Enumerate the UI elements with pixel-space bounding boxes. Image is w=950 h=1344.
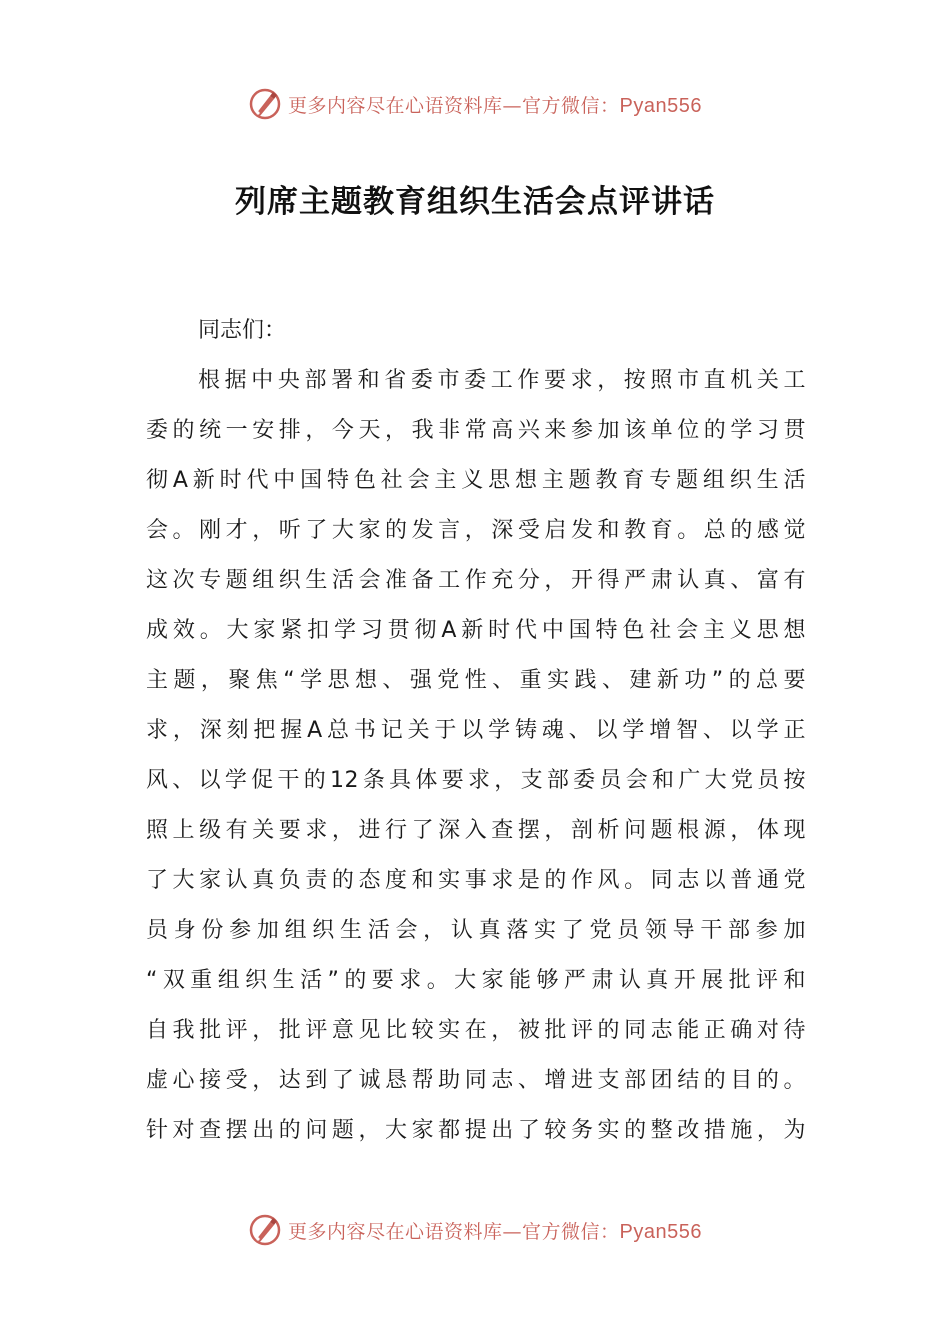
body-line: “双重组织生活”的要求。大家能够严肃认真开展批评和 <box>146 968 806 993</box>
body-line: 会。刚才，听了大家的发言，深受启发和教育。总的感觉 <box>146 518 806 543</box>
footer-watermark <box>0 1210 950 1250</box>
watermark-text: 更多内容尽在心语资料库—官方微信：Pyan556 <box>288 94 702 117</box>
body-line: 了大家认真负责的态度和实事求是的作风。同志以普通党 <box>146 868 806 893</box>
watermark-text: 更多内容尽在心语资料库—官方微信：Pyan556 <box>288 1220 702 1243</box>
body-line: 成效。大家紧扣学习贯彻A新时代中国特色社会主义思想 <box>146 618 806 643</box>
pen-circle-icon <box>248 87 282 121</box>
document-title: 列席主题教育组织生活会点评讲话 <box>235 184 715 220</box>
header-watermark <box>0 84 950 124</box>
body-line: 委的统一安排，今天，我非常高兴来参加该单位的学习贯 <box>146 418 806 443</box>
body-line: 自我批评，批评意见比较实在，被批评的同志能正确对待 <box>146 1018 806 1043</box>
body-line: 根据中央部署和省委市委工作要求，按照市直机关工 <box>198 368 806 393</box>
salutation: 同志们： <box>198 318 287 343</box>
body-line: 虚心接受，达到了诚恳帮助同志、增进支部团结的目的。 <box>146 1068 806 1093</box>
body-line: 彻A新时代中国特色社会主义思想主题教育专题组织生活 <box>146 468 806 493</box>
body-line: 员身份参加组织生活会，认真落实了党员领导干部参加 <box>146 918 806 943</box>
body-line: 主题，聚焦“学思想、强党性、重实践、建新功”的总要 <box>146 668 806 693</box>
pen-circle-icon <box>248 1213 282 1247</box>
document-body <box>146 306 806 1156</box>
body-line: 这次专题组织生活会准备工作充分，开得严肃认真、富有 <box>146 568 806 593</box>
body-line: 风、以学促干的12条具体要求，支部委员会和广大党员按 <box>146 768 806 793</box>
body-line: 求，深刻把握A总书记关于以学铸魂、以学增智、以学正 <box>146 718 806 743</box>
body-line: 针对查摆出的问题，大家都提出了较务实的整改措施，为 <box>146 1118 806 1143</box>
body-line: 照上级有关要求，进行了深入查摆，剖析问题根源，体现 <box>146 818 806 843</box>
